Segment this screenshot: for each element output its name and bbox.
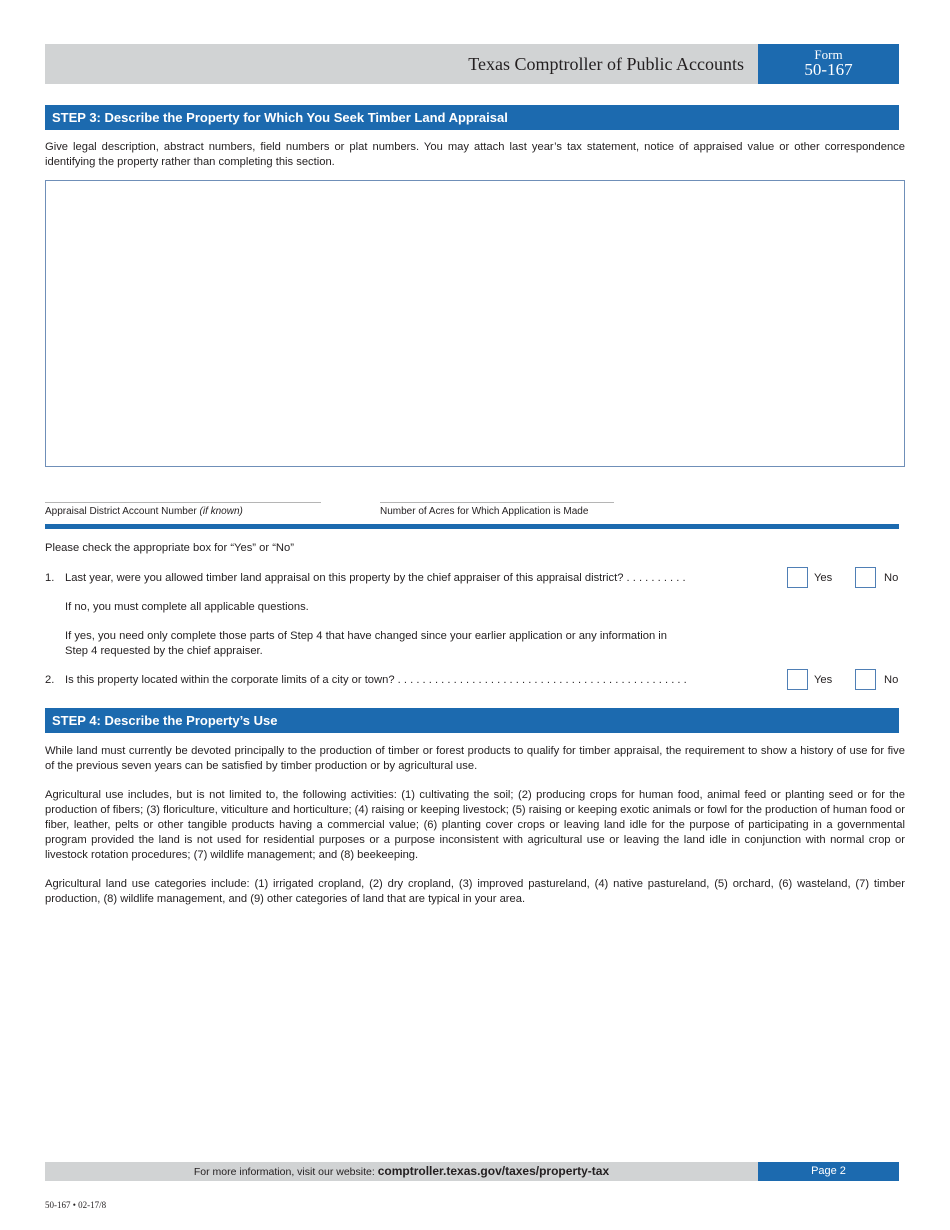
question-2-number: 2. [45, 674, 55, 686]
question-1-no-label: No [884, 572, 899, 584]
question-1-note-no: If no, you must complete all applicable questions. [65, 601, 309, 613]
section-divider [45, 524, 899, 529]
form-number-box [758, 44, 899, 84]
acres-label: Number of Acres for Which Application is Made [380, 506, 589, 517]
question-2-no-checkbox[interactable] [855, 669, 876, 690]
question-2-text: Is this property located within the corporate limits of a city or town? . . . . . . . . . . . . . . . . . . . . . . . . . . . . . . . . . . . . . . . . . . . . . . . [65, 674, 687, 686]
question-1-no-checkbox[interactable] [855, 567, 876, 588]
footer-info-bar [45, 1162, 758, 1181]
step3-instructions: Give legal description, abstract numbers, field numbers or plat numbers. You may attach last year’s tax statement, notice of appraised value or other correspondence identifying the property rather than completing this section. [45, 141, 905, 168]
question-1-yes-label: Yes [814, 572, 833, 584]
question-1-number: 1. [45, 572, 55, 584]
question-2-yes-checkbox[interactable] [787, 669, 808, 690]
form-number: 50-167 [804, 60, 853, 79]
footer-info-text: For more information, visit our website: [193, 1166, 375, 1178]
question-1-note-yes-line1: If yes, you need only complete those parts of Step 4 that have changed since your earlier application or any information in [65, 630, 667, 642]
account-number-hint: (if known) [199, 506, 243, 517]
check-instruction: Please check the appropriate box for “Yes” or “No” [45, 542, 294, 554]
page-number: Page 2 [758, 1162, 899, 1181]
account-number-label-text: Appraisal District Account Number [45, 506, 197, 517]
acres-field[interactable] [380, 502, 614, 503]
agency-title: Texas Comptroller of Public Accounts [468, 54, 744, 74]
account-number-label [45, 505, 243, 518]
footer-website-link[interactable]: comptroller.texas.gov/taxes/property-tax [377, 1164, 610, 1178]
property-description-field[interactable] [45, 180, 905, 467]
question-1-yes-checkbox[interactable] [787, 567, 808, 588]
form-label: Form [814, 47, 843, 62]
question-2-yes-label: Yes [814, 674, 833, 686]
step4-heading: STEP 4: Describe the Property’s Use [45, 708, 899, 733]
account-number-field[interactable] [45, 502, 321, 503]
form-revision-code: 50-167 • 02-17/8 [45, 1200, 107, 1210]
question-2-no-label: No [884, 674, 899, 686]
question-1-note-yes-line2: Step 4 requested by the chief appraiser. [65, 645, 263, 657]
question-1-text: Last year, were you allowed timber land appraisal on this property by the chief appraiser of this appraisal district? . . . . . . . . . . [65, 572, 686, 584]
step4-paragraph-2: Agricultural use includes, but is not limited to, the following activities: (1) cultivating the soil; (2) producing crops for human food, animal feed or planting seed or for the production of fibers; (3) floriculture, viticulture and horticulture; (4) raising or keeping livestock; (5) raising or keeping exotic animals or fowl for the production of human food or fiber, leather, pelts or other tangible products having a commercial value; (6) planting cover crops or leaving land idle for the purpose of participating in a governmental program provided the land is not used for residential purposes or a purpose inconsistent with agricultural use or leaving the land idle in conjunction with normal crop or livestock rotation procedures; (7) wildlife management; and (8) beekeeping. [45, 789, 905, 861]
step4-paragraph-3: Agricultural land use categories include: (1) irrigated cropland, (2) dry cropland, (3) improved pastureland, (4) native pastureland, (5) orchard, (6) wasteland, (7) timber production, (8) wildlife management, and (9) other categories of land that are typical in your area. [45, 878, 905, 905]
step3-heading: STEP 3: Describe the Property for Which You Seek Timber Land Appraisal [45, 105, 899, 130]
step4-paragraph-1: While land must currently be devoted principally to the production of timber or forest products to qualify for timber appraisal, the requirement to show a history of use for five of the previous seven years can be satisfied by timber production or by agricultural use. [45, 745, 905, 772]
header-bar [45, 44, 758, 84]
